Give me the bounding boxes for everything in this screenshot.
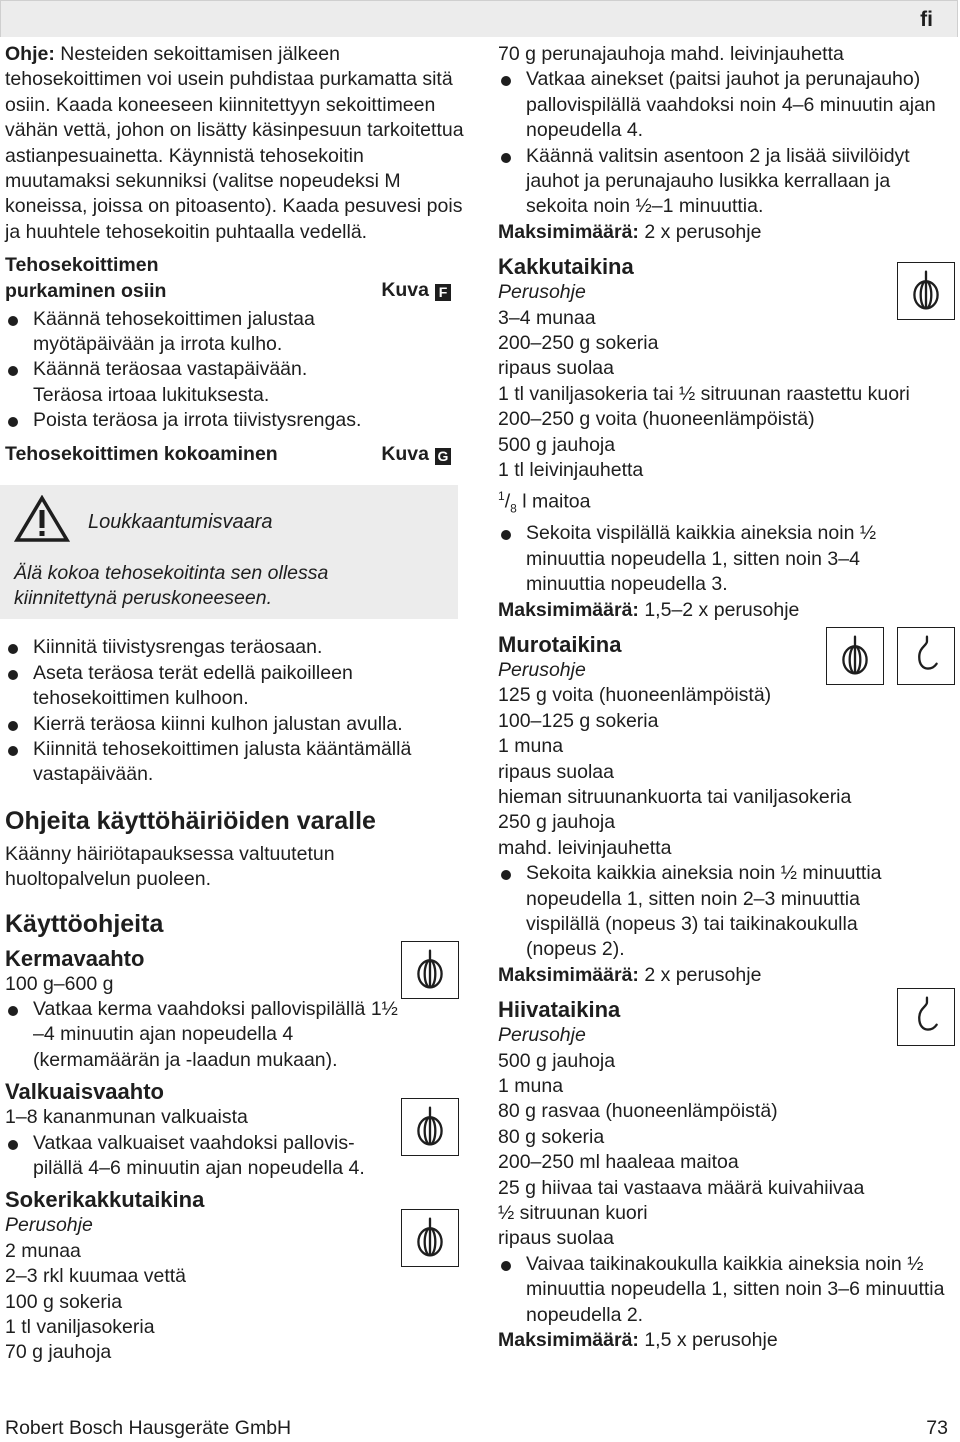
recipe-title: Hiivataikina: [498, 997, 621, 1023]
kneading-hook-icon: [897, 988, 955, 1046]
ingredient: ripaus suolaa: [498, 760, 614, 783]
whisk-icon: [401, 1209, 459, 1267]
list-item: Poista teräosa ja irrota tiivistysrengas.: [5, 408, 465, 433]
kneading-hook-icon: [897, 627, 955, 685]
whisk-icon: [401, 941, 459, 999]
recipe-title: Valkuaisvaahto: [5, 1079, 164, 1105]
recipe-title: Sokerikakkutaikina: [5, 1187, 205, 1213]
recipe-valkuaisvaahto: Valkuaisvaahto 1–8 kananmunan valkuaista Vatkaa valkuaiset vaahdoksi pallovis- pilällä 4–6 minuutin ajan nopeudella 4.: [5, 1078, 465, 1181]
list-item: Sekoita kaikkia aineksia noin ½ minuuttia nopeudella 1, sitten noin 2–3 minuuttia vispilällä (nopeus 3) tai taikinakoukulla (nopeus 2).: [498, 861, 926, 963]
ingredient: 25 g hiivaa tai vastaava määrä kuivahiivaa: [498, 1176, 865, 1199]
ingredient: 80 g sokeria: [498, 1125, 605, 1148]
warning-text: Älä kokoa tehosekoitinta sen ollessa kiinnitettynä peruskoneeseen.: [14, 561, 329, 609]
ingredient: ripaus suolaa: [498, 357, 614, 380]
ingredient: 1 tl leivinjauhetta: [498, 459, 644, 482]
disassembly-steps: [5, 307, 465, 434]
ingredient: 3–4 munaa: [498, 306, 596, 329]
max-amount: Maksimimäärä: 1,5 x perusohje: [498, 1329, 778, 1352]
ingredient: 125 g voita (huoneenlämpöistä): [498, 684, 772, 707]
ingredient: 80 g rasvaa (huoneenlämpöistä): [498, 1100, 778, 1123]
ingredient: $^1/_8$ l maitoa: [498, 488, 591, 515]
list-item: Vaivaa taikinakoukulla kaikkia aineksia noin ½ minuuttia nopeudella 1, sitten noin 3–6 minuuttia nopeudella 2.: [498, 1252, 946, 1328]
ingredient: 500 g jauhoja: [498, 433, 616, 456]
sokeri-steps: [498, 67, 956, 219]
list-item: Vatkaa valkuaiset vaahdoksi pallovis- pilällä 4–6 minuutin ajan nopeudella 4.: [5, 1131, 403, 1182]
troubleshooting-title: Ohjeita käyttöhäiriöiden varalle: [5, 806, 376, 835]
ingredient: 1 tl vaniljasokeria: [5, 1316, 155, 1339]
list-item: Kiinnitä tehosekoittimen jalusta kääntämällä vastapäivään.: [5, 737, 465, 788]
ingredient: 100–125 g sokeria: [498, 709, 659, 732]
ingredient: 2 munaa: [5, 1239, 81, 1262]
warning-title: Loukkaantumisvaara: [88, 511, 273, 534]
list-item: Aseta teräosa terät edellä paikoilleen tehosekoittimen kulhoon.: [5, 661, 403, 712]
list-item: Sekoita vispilällä kaikkia aineksia noin ½ minuuttia nopeudella 1, sitten noin 3–4 minuuttia nopeudella 3.: [498, 521, 926, 597]
page-number: 73: [926, 1417, 948, 1439]
left-column: [5, 42, 465, 1366]
ingredient: 200–250 g voita (huoneenlämpöistä): [498, 408, 815, 431]
ingredient: 1 muna: [498, 1075, 564, 1098]
ingredient: 200–250 ml haaleaa maitoa: [498, 1151, 739, 1174]
figure-ref-g: Kuva G: [381, 442, 451, 467]
ingredient: 70 g perunajauhoja mahd. leivinjauhetta: [498, 43, 844, 65]
figure-ref-f: Kuva F: [381, 278, 451, 303]
ingredient: ripaus suolaa: [498, 1227, 614, 1250]
list-item: Vatkaa ainekset (paitsi jauhot ja perunajauho) pallovispilällä vaahdoksi noin 4–6 minuutin ajan nopeudella 4.: [498, 67, 951, 143]
whisk-icon: [897, 262, 955, 320]
ingredient: 250 g jauhoja: [498, 811, 616, 834]
ingredient: hieman sitruunankuorta tai vaniljasokeria: [498, 785, 852, 808]
recipe-kermavaahto: Kermavaahto 100 g–600 g Vatkaa kerma vaahdoksi pallovispilällä 1½ –4 minuutin ajan nopeudella 4 (kermamäärän ja -laadun mukaan).: [5, 945, 465, 1074]
ingredient: 1 muna: [498, 735, 564, 758]
list-item: Vatkaa kerma vaahdoksi pallovispilällä 1½ –4 minuutin ajan nopeudella 4 (kermamäärän ja -laadun mukaan).: [5, 997, 411, 1073]
list-item: Käännä teräosaa vastapäivään. Teräosa irtoaa lukituksesta.: [5, 357, 348, 408]
right-column: 70 g perunajauhoja mahd. leivinjauhetta Vatkaa ainekset (paitsi jauhot ja perunajauho) pallovispilällä vaahdoksi noin 4–6 minuutin ajan nopeudella 4. Käännä valitsin asentoon 2 ja lisää siivilöidyt jauhot ja perunajauho lusikka kerrallaan ja sekoita noin ½–1 minuuttia. Maksimimäärä: 2 x perusohje Kakkutaikina Perusohje 3–4 munaa 200–250 g sokeria ripaus suolaa 1 tl vaniljasokeria tai ½ sitruunan raastettu kuori 200–250 g voita (huoneenlämpöistä) 500 g jauhoja 1 tl leivinjauhetta $^1/_8$ l maitoa Sekoita vispilällä kaikkia aineksia noin ½ minuuttia nopeudella 1, sitten noin 3–4 minuuttia nopeudella 3. Maksimimäärä: 1,5–2 x perusohje Murotaikina Perusohje 125 g voita (huoneenlämpöistä) 100–125 g sokeria 1 muna ripaus suolaa hieman sitruunankuorta tai vaniljasokeria 250 g jauhoja mahd. leivinjauhetta Sekoita kaikkia aineksia noin ½ minuuttia nopeudella 1, sitten noin 2–3 minuuttia vispilällä (nopeus 3) tai taikinakoukulla (nopeus 2). Maksimimäärä: 2 x perusohje Hiivataikina Perusohje 500 g jauhoja 1 muna 80 g rasvaa (huoneenlämpöistä) 80 g sokeria 200–250 ml haaleaa maitoa 25 g hiivaa tai vastaava määrä kuivahiivaa ½ sitruunan kuori ripaus suolaa Vaivaa taikinakoukulla kaikkia aineksia noin ½ minuuttia nopeudella 1, sitten noin 3–6 minuuttia nopeudella 2. Maksimimäärä: 1,5 x perusohje: [498, 42, 956, 1353]
troubleshooting-text: Käänny häiriötapauksessa valtuutetun huoltopalvelun puoleen.: [5, 842, 335, 891]
cleaning-note: Ohje: Nesteiden sekoittamisen jälkeen tehosekoittimen voi usein puhdistaa purkamatta sitä osiin. Kaada koneeseen kiinnitettyyn sekoittimeen vähän vettä, johon on lisätty käsinpesuun tarkoitettua astianpesuainetta. Käynnistä tehosekoitin muutamaksi sekunniksi (valitse nopeudeksi M koneissa, joissa on pitoasento). Kaada pesuvesi pois ja huuhtele tehosekoitin puhtaalla vedellä.: [5, 43, 464, 243]
warning-icon: [14, 495, 70, 550]
ingredient: 200–250 g sokeria: [498, 332, 659, 355]
ingredient: 100 g sokeria: [5, 1290, 123, 1313]
ingredient: ½ sitruunan kuori: [498, 1202, 648, 1225]
whisk-icon: [401, 1098, 459, 1156]
list-item: Käännä valitsin asentoon 2 ja lisää siivilöidyt jauhot ja perunajauho lusikka kerrallaan ja sekoita noin ½–1 minuuttia.: [498, 144, 951, 220]
recipe-title: Kermavaahto: [5, 945, 145, 971]
footer-company: Robert Bosch Hausgeräte GmbH: [5, 1417, 292, 1439]
whisk-icon: [826, 627, 884, 685]
ingredient: 1 tl vaniljasokeria tai ½ sitruunan raastettu kuori: [498, 382, 910, 405]
list-item: Kiinnitä tiivistysrengas teräosaan.: [5, 635, 465, 660]
list-item: Käännä tehosekoittimen jalustaa myötäpäivään ja irrota kulho.: [5, 307, 363, 358]
assembly-heading: Tehosekoittimen kokoaminen Kuva G: [5, 442, 451, 467]
max-amount: Maksimimäärä: 1,5–2 x perusohje: [498, 598, 800, 621]
max-amount: Maksimimäärä: 2 x perusohje: [498, 220, 762, 243]
max-amount: Maksimimäärä: 2 x perusohje: [498, 963, 762, 986]
header-bar: [0, 0, 958, 37]
ingredient: 70 g jauhoja: [5, 1341, 112, 1364]
assembly-steps: [5, 635, 465, 787]
ingredient: 2–3 rkl kuumaa vettä: [5, 1265, 187, 1288]
warning-box: [0, 485, 458, 619]
language-code: fi: [920, 8, 933, 31]
recipe-title: Kakkutaikina: [498, 254, 634, 280]
disassembly-heading: Tehosekoittimen purkaminen osiin Kuva F: [5, 253, 465, 303]
ingredient: 500 g jauhoja: [498, 1049, 616, 1072]
list-item: Kierrä teräosa kiinni kulhon jalustan avulla.: [5, 712, 465, 737]
recipe-sokerikakku: Sokerikakkutaikina Perusohje 2 munaa 2–3 rkl kuumaa vettä 100 g sokeria 1 tl vaniljasokeria 70 g jauhoja: [5, 1186, 465, 1365]
ingredient: mahd. leivinjauhetta: [498, 836, 672, 859]
recipe-title: Murotaikina: [498, 631, 622, 657]
usage-title: Käyttöohjeita: [5, 909, 164, 938]
